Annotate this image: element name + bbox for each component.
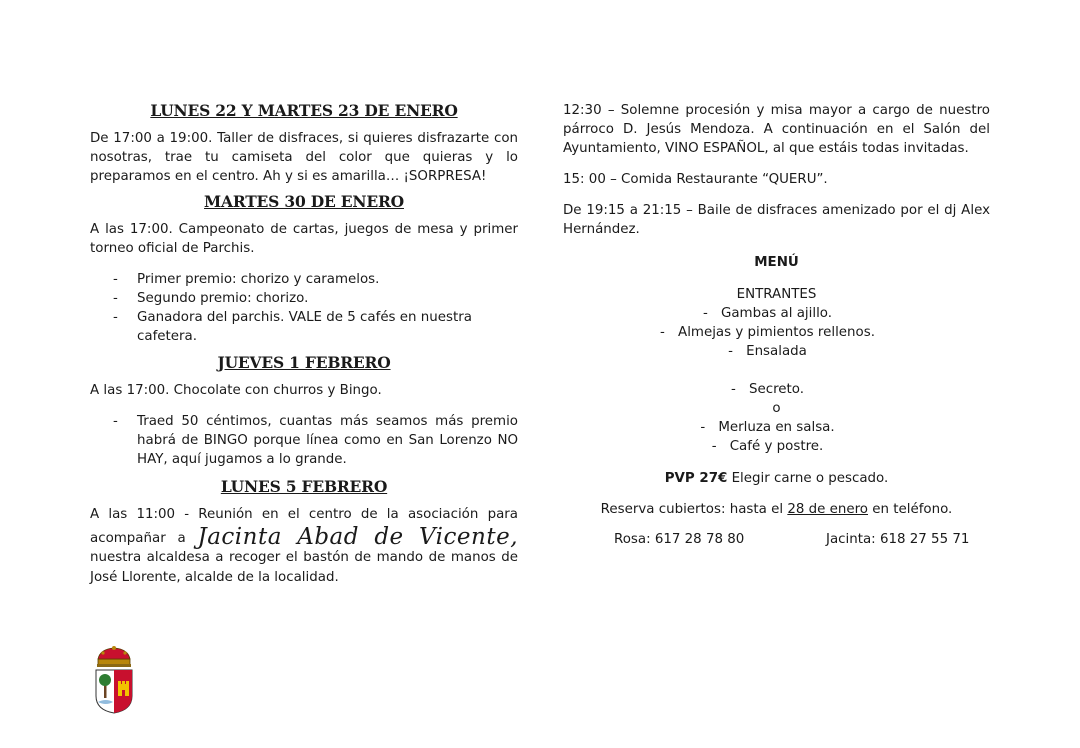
right-column [563, 101, 990, 549]
meeting-text-b: nuestra alcaldesa a recoger el bastón de mando de manos de José Llorente, alcalde de la localidad. [90, 550, 518, 585]
price-line [563, 469, 990, 488]
procession-paragraph: 12:30 – Solemne procesión y misa mayor a cargo de nuestro párroco D. Jesús Mendoza. A continuación en el Salón del Ayuntamiento, VINO ESPAÑOL, al que estáis todas invitadas. [563, 103, 990, 156]
tournament-paragraph: A las 17:00. Campeonato de cartas, juegos de mesa y primer torneo oficial de Parchis. [90, 222, 518, 256]
list-item: - Traed 50 céntimos, cuantas más seamos más premio habrá de BINGO porque línea como en San Lorenzo NO HAY, aquí jugamos a lo grande. [90, 412, 518, 469]
menu-item: - Secreto. [749, 380, 804, 399]
meeting-text-a: A las 11:00 - Reunión en el centro de la asociación para acompañar a [90, 507, 518, 546]
heading-lunes-22-martes-23: LUNES 22 Y MARTES 23 DE ENERO [150, 101, 458, 120]
price-value: PVP 27€ [664, 471, 728, 486]
reservation-date: 28 de enero [787, 502, 868, 517]
list-item: - Segundo premio: chorizo. [90, 289, 518, 308]
menu-item: - Almejas y pimientos rellenos. [678, 323, 875, 342]
entrantes-title: ENTRANTES [736, 287, 817, 302]
heading-jueves-1: JUEVES 1 FEBRERO [217, 353, 391, 372]
reservation-text-a: Reserva cubiertos: hasta el [600, 502, 784, 517]
list-item: - Primer premio: chorizo y caramelos. [90, 270, 518, 289]
dance-paragraph: De 19:15 a 21:15 – Baile de disfraces amenizado por el dj Alex Hernández. [563, 203, 990, 237]
contacts-line [563, 530, 990, 549]
chocolate-paragraph: A las 17:00. Chocolate con churros y Bingo. [90, 383, 382, 398]
heading-martes-30: MARTES 30 DE ENERO [204, 192, 404, 211]
menu-or: o [772, 401, 781, 416]
contact-rosa: Rosa: 617 28 78 80 [614, 532, 745, 547]
lunch-paragraph: 15: 00 – Comida Restaurante “QUERU”. [563, 172, 828, 187]
menu-item: - Gambas al ajillo. [721, 304, 832, 323]
prizes-list [90, 270, 518, 346]
meeting-paragraph [90, 505, 518, 587]
menu-item: - Café y postre. [730, 437, 824, 456]
municipal-coat-of-arms-icon [92, 646, 136, 714]
workshop-paragraph: De 17:00 a 19:00. Taller de disfraces, si quieres disfrazarte con nosotras, trae tu camiseta del color que quieras y lo preparamos en el centro. Ah y si es amarilla… ¡SORPRESA! [90, 131, 518, 184]
menu-section [563, 253, 990, 519]
menu-item: - Merluza en salsa. [718, 418, 834, 437]
reservation-line [563, 500, 990, 519]
price-note: Elegir carne o pescado. [731, 471, 889, 486]
list-item: - Ganadora del parchis. VALE de 5 cafés en nuestra cafetera. [90, 308, 518, 346]
bingo-list [90, 412, 518, 469]
menu-title: MENÚ [754, 255, 799, 270]
reservation-text-b: en teléfono. [872, 502, 953, 517]
menu-item: - Ensalada [746, 342, 807, 361]
signature-name: Jacinta Abad de Vicente, [197, 523, 519, 550]
heading-lunes-5: LUNES 5 FEBRERO [220, 477, 388, 496]
left-column [90, 101, 518, 587]
contact-jacinta: Jacinta: 618 27 55 71 [826, 532, 970, 547]
